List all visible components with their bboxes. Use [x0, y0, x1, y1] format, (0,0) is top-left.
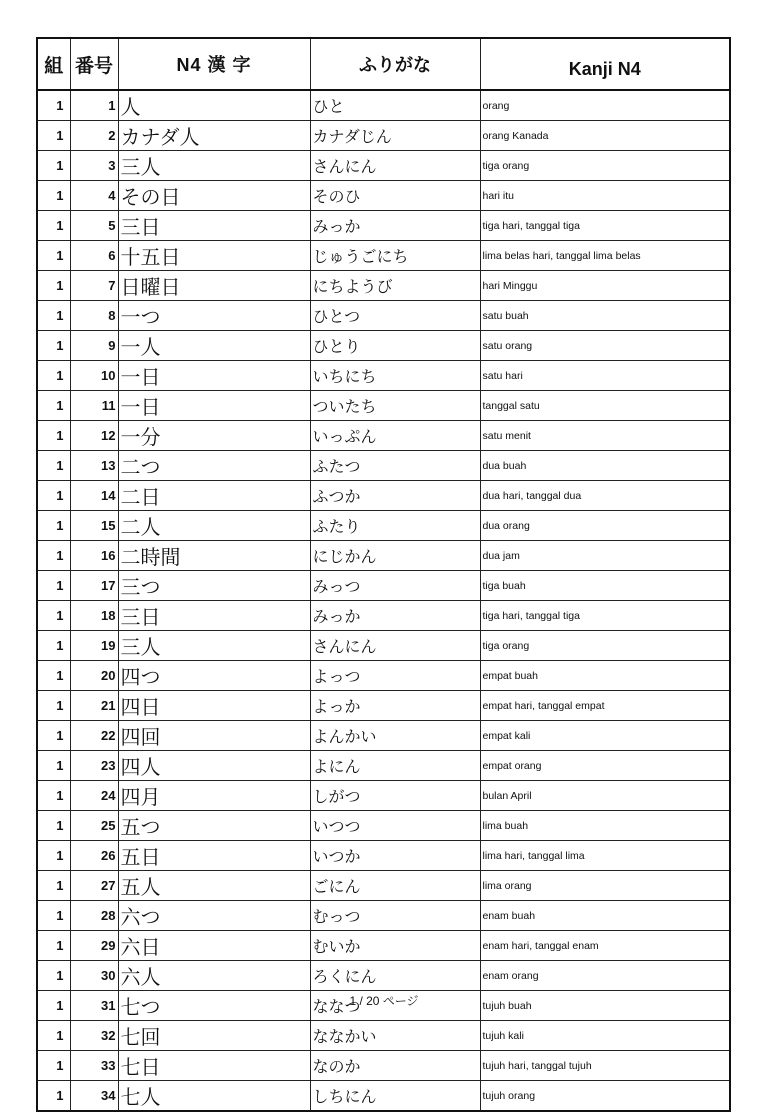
- cell-kanji: 人: [118, 90, 310, 121]
- cell-kanji: 一日: [118, 391, 310, 421]
- cell-kanji: 三日: [118, 211, 310, 241]
- cell-meaning: dua buah: [480, 451, 730, 481]
- cell-furigana: なのか: [310, 1051, 480, 1081]
- cell-furigana: ひと: [310, 90, 480, 121]
- cell-meaning: lima buah: [480, 811, 730, 841]
- cell-furigana: ついたち: [310, 391, 480, 421]
- table-row: [37, 841, 730, 871]
- cell-kanji: カナダ人: [118, 121, 310, 151]
- cell-furigana: しがつ: [310, 781, 480, 811]
- page-number: 1 / 20 ページ: [349, 994, 419, 1008]
- table-row: [37, 271, 730, 301]
- cell-number: 34: [70, 1081, 118, 1112]
- cell-group: 1: [37, 331, 70, 361]
- cell-meaning: satu menit: [480, 421, 730, 451]
- cell-group: 1: [37, 271, 70, 301]
- cell-number: 22: [70, 721, 118, 751]
- cell-number: 19: [70, 631, 118, 661]
- cell-furigana: そのひ: [310, 181, 480, 211]
- cell-kanji: 十五日: [118, 241, 310, 271]
- cell-furigana: いっぷん: [310, 421, 480, 451]
- cell-kanji: 一分: [118, 421, 310, 451]
- table-row: [37, 631, 730, 661]
- cell-meaning: lima orang: [480, 871, 730, 901]
- cell-kanji: 三日: [118, 601, 310, 631]
- table-row: [37, 961, 730, 991]
- cell-meaning: dua jam: [480, 541, 730, 571]
- cell-group: 1: [37, 691, 70, 721]
- table-row: [37, 211, 730, 241]
- cell-group: 1: [37, 121, 70, 151]
- cell-furigana: いちにち: [310, 361, 480, 391]
- table-row: [37, 1021, 730, 1051]
- cell-kanji: 四月: [118, 781, 310, 811]
- cell-group: 1: [37, 721, 70, 751]
- cell-kanji: 四人: [118, 751, 310, 781]
- cell-group: 1: [37, 931, 70, 961]
- cell-group: 1: [37, 871, 70, 901]
- cell-meaning: satu buah: [480, 301, 730, 331]
- header-meaning: Kanji N4: [480, 38, 730, 90]
- cell-number: 15: [70, 511, 118, 541]
- cell-group: 1: [37, 811, 70, 841]
- table-row: [37, 121, 730, 151]
- cell-meaning: bulan April: [480, 781, 730, 811]
- cell-number: 26: [70, 841, 118, 871]
- cell-group: 1: [37, 841, 70, 871]
- table-row: [37, 691, 730, 721]
- cell-furigana: よっか: [310, 691, 480, 721]
- cell-group: 1: [37, 991, 70, 1021]
- cell-group: 1: [37, 631, 70, 661]
- cell-number: 6: [70, 241, 118, 271]
- cell-group: 1: [37, 151, 70, 181]
- cell-kanji: 三人: [118, 631, 310, 661]
- cell-furigana: みっか: [310, 211, 480, 241]
- cell-number: 16: [70, 541, 118, 571]
- cell-kanji: 七日: [118, 1051, 310, 1081]
- cell-furigana: さんにん: [310, 151, 480, 181]
- cell-furigana: さんにん: [310, 631, 480, 661]
- cell-furigana: ひとつ: [310, 301, 480, 331]
- cell-number: 8: [70, 301, 118, 331]
- cell-number: 27: [70, 871, 118, 901]
- table-row: [37, 1081, 730, 1112]
- cell-kanji: 四回: [118, 721, 310, 751]
- cell-furigana: よんかい: [310, 721, 480, 751]
- cell-number: 1: [70, 90, 118, 121]
- table-header-row: [37, 38, 730, 90]
- cell-group: 1: [37, 571, 70, 601]
- cell-number: 2: [70, 121, 118, 151]
- table-row: [37, 151, 730, 181]
- header-kanji: N4 漢 字: [118, 38, 310, 90]
- cell-group: 1: [37, 181, 70, 211]
- cell-number: 24: [70, 781, 118, 811]
- cell-kanji: その日: [118, 181, 310, 211]
- cell-group: 1: [37, 391, 70, 421]
- cell-meaning: tiga buah: [480, 571, 730, 601]
- cell-furigana: いつか: [310, 841, 480, 871]
- cell-group: 1: [37, 451, 70, 481]
- cell-number: 33: [70, 1051, 118, 1081]
- table-row: [37, 451, 730, 481]
- cell-kanji: 七つ: [118, 991, 310, 1021]
- cell-group: 1: [37, 241, 70, 271]
- cell-furigana: にちようび: [310, 271, 480, 301]
- cell-group: 1: [37, 301, 70, 331]
- cell-number: 9: [70, 331, 118, 361]
- cell-furigana: ごにん: [310, 871, 480, 901]
- cell-meaning: empat kali: [480, 721, 730, 751]
- table-row: [37, 181, 730, 211]
- header-number: 番号: [70, 38, 118, 90]
- cell-number: 32: [70, 1021, 118, 1051]
- cell-number: 25: [70, 811, 118, 841]
- table-row: [37, 721, 730, 751]
- cell-meaning: tiga hari, tanggal tiga: [480, 601, 730, 631]
- cell-number: 20: [70, 661, 118, 691]
- cell-group: 1: [37, 781, 70, 811]
- cell-kanji: 五日: [118, 841, 310, 871]
- cell-group: 1: [37, 361, 70, 391]
- cell-number: 28: [70, 901, 118, 931]
- cell-furigana: ろくにん: [310, 961, 480, 991]
- cell-furigana: みっか: [310, 601, 480, 631]
- cell-meaning: tiga orang: [480, 631, 730, 661]
- cell-number: 13: [70, 451, 118, 481]
- cell-meaning: hari itu: [480, 181, 730, 211]
- cell-furigana: むいか: [310, 931, 480, 961]
- cell-meaning: tujuh buah: [480, 991, 730, 1021]
- cell-group: 1: [37, 421, 70, 451]
- cell-number: 21: [70, 691, 118, 721]
- header-group: 組: [37, 38, 70, 90]
- cell-number: 17: [70, 571, 118, 601]
- cell-group: 1: [37, 90, 70, 121]
- cell-kanji: 二日: [118, 481, 310, 511]
- cell-meaning: tiga orang: [480, 151, 730, 181]
- table-row: [37, 751, 730, 781]
- cell-kanji: 一つ: [118, 301, 310, 331]
- cell-kanji: 七人: [118, 1081, 310, 1112]
- cell-kanji: 二人: [118, 511, 310, 541]
- cell-meaning: lima belas hari, tanggal lima belas: [480, 241, 730, 271]
- cell-group: 1: [37, 1081, 70, 1112]
- cell-meaning: orang Kanada: [480, 121, 730, 151]
- cell-number: 11: [70, 391, 118, 421]
- cell-meaning: tanggal satu: [480, 391, 730, 421]
- cell-meaning: hari Minggu: [480, 271, 730, 301]
- kanji-table: [36, 37, 731, 1112]
- table-row: [37, 421, 730, 451]
- cell-number: 4: [70, 181, 118, 211]
- cell-number: 10: [70, 361, 118, 391]
- cell-group: 1: [37, 211, 70, 241]
- cell-kanji: 六つ: [118, 901, 310, 931]
- cell-number: 30: [70, 961, 118, 991]
- table-body: [37, 90, 730, 1111]
- cell-group: 1: [37, 541, 70, 571]
- cell-number: 14: [70, 481, 118, 511]
- table-row: [37, 331, 730, 361]
- cell-meaning: satu orang: [480, 331, 730, 361]
- cell-furigana: いつつ: [310, 811, 480, 841]
- cell-furigana: ななつ: [310, 991, 480, 1021]
- cell-meaning: empat hari, tanggal empat: [480, 691, 730, 721]
- table-row: [37, 661, 730, 691]
- cell-group: 1: [37, 1051, 70, 1081]
- cell-furigana: みっつ: [310, 571, 480, 601]
- cell-meaning: satu hari: [480, 361, 730, 391]
- table-row: [37, 1051, 730, 1081]
- cell-kanji: 四日: [118, 691, 310, 721]
- table-row: [37, 931, 730, 961]
- cell-meaning: empat buah: [480, 661, 730, 691]
- cell-meaning: orang: [480, 90, 730, 121]
- cell-group: 1: [37, 751, 70, 781]
- header-furigana: ふりがな: [310, 38, 480, 90]
- cell-furigana: カナダじん: [310, 121, 480, 151]
- cell-group: 1: [37, 1021, 70, 1051]
- cell-meaning: tiga hari, tanggal tiga: [480, 211, 730, 241]
- cell-kanji: 六人: [118, 961, 310, 991]
- cell-meaning: enam hari, tanggal enam: [480, 931, 730, 961]
- cell-furigana: よっつ: [310, 661, 480, 691]
- cell-meaning: tujuh orang: [480, 1081, 730, 1112]
- table-row: [37, 871, 730, 901]
- cell-meaning: tujuh kali: [480, 1021, 730, 1051]
- cell-number: 31: [70, 991, 118, 1021]
- cell-furigana: ふたり: [310, 511, 480, 541]
- table-row: [37, 571, 730, 601]
- cell-kanji: 五人: [118, 871, 310, 901]
- table-row: [37, 781, 730, 811]
- cell-furigana: にじかん: [310, 541, 480, 571]
- cell-group: 1: [37, 481, 70, 511]
- cell-kanji: 三つ: [118, 571, 310, 601]
- cell-meaning: dua hari, tanggal dua: [480, 481, 730, 511]
- table-row: [37, 601, 730, 631]
- cell-furigana: じゅうごにち: [310, 241, 480, 271]
- cell-furigana: ななかい: [310, 1021, 480, 1051]
- cell-number: 12: [70, 421, 118, 451]
- cell-meaning: empat orang: [480, 751, 730, 781]
- table-row: [37, 361, 730, 391]
- cell-group: 1: [37, 601, 70, 631]
- cell-kanji: 五つ: [118, 811, 310, 841]
- cell-kanji: 四つ: [118, 661, 310, 691]
- table-row: [37, 241, 730, 271]
- cell-kanji: 二つ: [118, 451, 310, 481]
- cell-group: 1: [37, 901, 70, 931]
- cell-meaning: enam buah: [480, 901, 730, 931]
- cell-number: 3: [70, 151, 118, 181]
- cell-group: 1: [37, 961, 70, 991]
- table-row: [37, 391, 730, 421]
- table-row: [37, 511, 730, 541]
- cell-meaning: enam orang: [480, 961, 730, 991]
- table-row: [37, 811, 730, 841]
- cell-kanji: 七回: [118, 1021, 310, 1051]
- cell-group: 1: [37, 511, 70, 541]
- table-row: [37, 90, 730, 121]
- cell-number: 29: [70, 931, 118, 961]
- cell-kanji: 一人: [118, 331, 310, 361]
- cell-furigana: ふつか: [310, 481, 480, 511]
- cell-furigana: しちにん: [310, 1081, 480, 1112]
- cell-number: 23: [70, 751, 118, 781]
- cell-kanji: 三人: [118, 151, 310, 181]
- cell-number: 7: [70, 271, 118, 301]
- cell-number: 5: [70, 211, 118, 241]
- cell-furigana: むっつ: [310, 901, 480, 931]
- cell-kanji: 二時間: [118, 541, 310, 571]
- cell-meaning: tujuh hari, tanggal tujuh: [480, 1051, 730, 1081]
- cell-kanji: 一日: [118, 361, 310, 391]
- cell-group: 1: [37, 661, 70, 691]
- table-row: [37, 301, 730, 331]
- table-row: [37, 481, 730, 511]
- cell-furigana: よにん: [310, 751, 480, 781]
- table-row: [37, 901, 730, 931]
- cell-meaning: dua orang: [480, 511, 730, 541]
- cell-furigana: ふたつ: [310, 451, 480, 481]
- cell-furigana: ひとり: [310, 331, 480, 361]
- cell-kanji: 日曜日: [118, 271, 310, 301]
- cell-number: 18: [70, 601, 118, 631]
- table-row: [37, 541, 730, 571]
- cell-kanji: 六日: [118, 931, 310, 961]
- cell-meaning: lima hari, tanggal lima: [480, 841, 730, 871]
